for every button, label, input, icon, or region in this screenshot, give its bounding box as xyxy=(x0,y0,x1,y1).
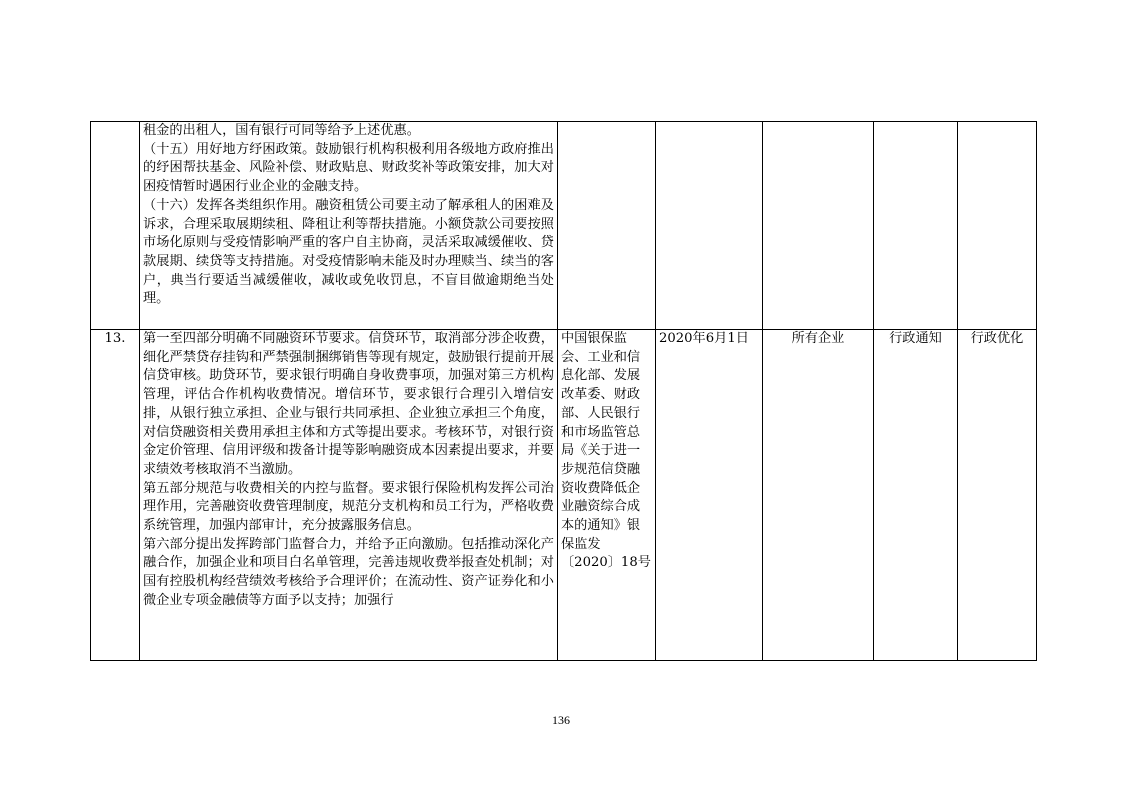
table-row xyxy=(91,122,1037,330)
policy-paragraph: 租金的出租人，国有银行可同等给予上述优惠。 xyxy=(143,123,420,138)
policy-content-cell xyxy=(140,330,558,661)
category-cell: 行政优化 xyxy=(958,330,1037,661)
policy-paragraph: （十六）发挥各类组织作用。融资租赁公司要主动了解承租人的困难及诉求，合理采取展期续租、降租让利等帮扶措施。小额贷款公司要按照市场化原则与受疫情影响严重的客户自主协商，灵活采取减缓催收、贷款展期、续贷等支持措施。对受疫情影响未能及时办理赎当、续当的客户，典当行要适当减缓催收，减收或免收罚息，不盲目做逾期绝当处理。 xyxy=(143,197,554,307)
row-number-cell: 13. xyxy=(91,330,140,661)
target-cell: 所有企业 xyxy=(763,330,874,661)
page-number: 136 xyxy=(552,713,570,727)
source-document-cell xyxy=(558,122,656,330)
policy-content-cell xyxy=(140,122,558,330)
policy-paragraph: （十五）用好地方纾困政策。鼓励银行机构积极利用各级地方政府推出的纾困帮扶基金、风险补偿、财政贴息、财政奖补等政策安排，加大对困疫情暂时遇困行业企业的金融支持。 xyxy=(143,141,554,195)
policy-paragraph: 第一至四部分明确不同融资环节要求。信贷环节，取消部分涉企收费，细化严禁贷存挂钩和严禁强制捆绑销售等现有规定，鼓励银行提前开展信贷审核。助贷环节，要求银行明确自身收费事项，加强对第三方机构管理，评估合作机构收费情况。增信环节，要求银行合理引入增信安排，从银行独立承担、企业与银行共同承担、企业独立承担三个角度，对信贷融资相关费用承担主体和方式等提出要求。考核环节，对银行资金定价管理、信用评级和拨备计提等影响融资成本因素提出要求，并要求绩效考核取消不当激励。 xyxy=(143,331,554,477)
type-cell: 行政通知 xyxy=(874,330,958,661)
table-row xyxy=(91,330,1037,661)
policy-paragraph: 第六部分提出发挥跨部门监督合力，并给予正向激励。包括推动深化产融合作，加强企业和项目白名单管理，完善违规收费举报查处机制；对国有控股机构经营绩效考核给予合理评价；在流动性、资产证券化和小微企业专项金融债等方面予以支持；加强行 xyxy=(143,536,554,608)
target-cell xyxy=(763,122,874,330)
policy-table xyxy=(90,121,1037,661)
type-cell xyxy=(874,122,958,330)
category-cell xyxy=(958,122,1037,330)
policy-paragraph: 第五部分规范与收费相关的内控与监督。要求银行保险机构发挥公司治理作用，完善融资收费管理制度，规范分支机构和员工行为，严格收费系统管理，加强内部审计，充分披露服务信息。 xyxy=(143,480,554,534)
issue-date-cell: 2020年6月1日 xyxy=(656,330,763,661)
row-number-cell xyxy=(91,122,140,330)
issue-date-cell xyxy=(656,122,763,330)
source-document-cell: 中国银保监会、工业和信息化部、发展改革委、财政部、人民银行和市场监管总局《关于进一步规范信贷融资收费降低企业融资综合成本的通知》银保监发〔2020〕18号 xyxy=(558,330,656,661)
